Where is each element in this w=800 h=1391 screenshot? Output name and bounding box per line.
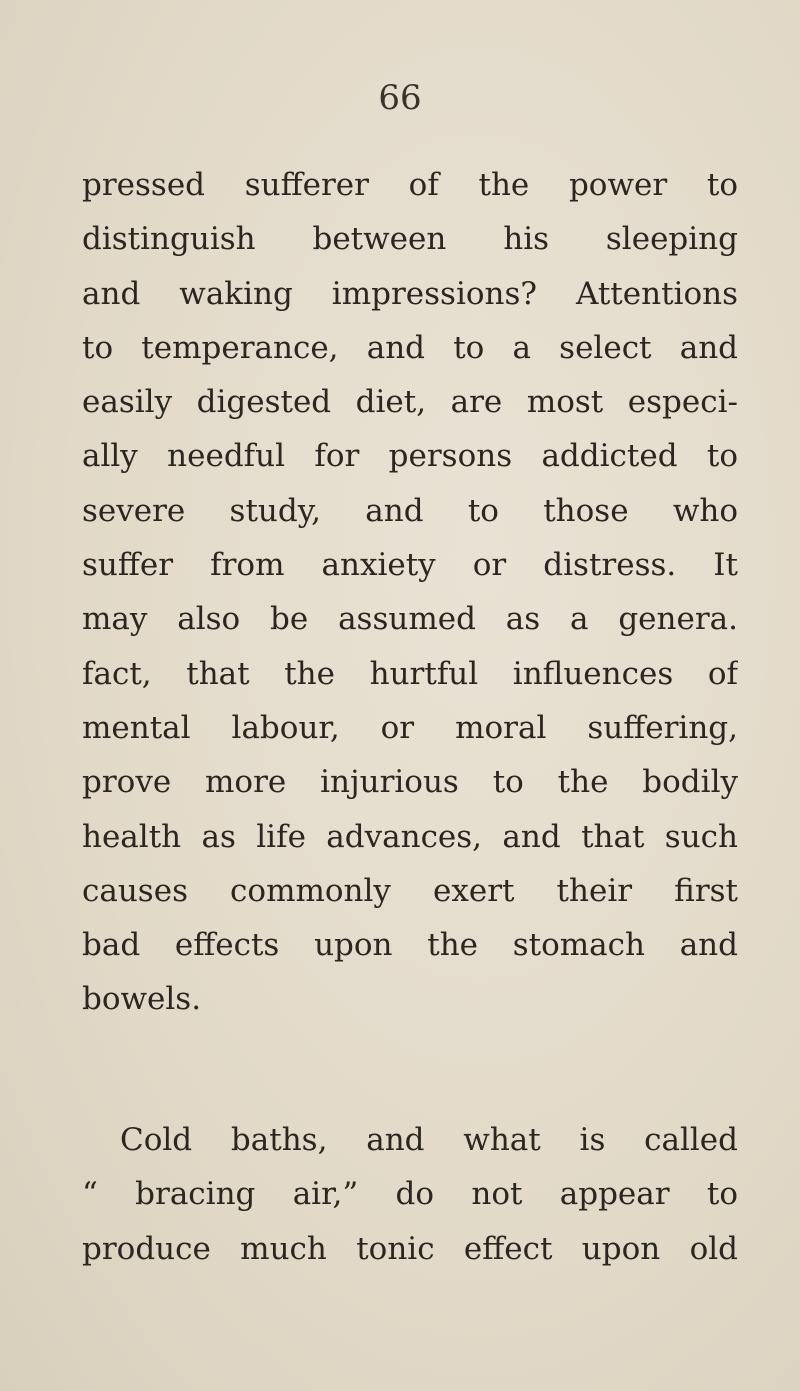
text-line: bad effects upon the stomach and bbox=[82, 927, 738, 964]
text-line: suffer from anxiety or distress. It bbox=[82, 547, 738, 584]
text-line: Cold baths, and what is called bbox=[120, 1122, 738, 1158]
text-line: to temperance, and to a select and bbox=[82, 329, 738, 366]
text-line: causes commonly exert their first bbox=[82, 872, 738, 909]
text-line: easily digested diet, are most especi- bbox=[82, 384, 738, 421]
text-line: distinguish between his sleeping bbox=[82, 221, 738, 258]
text-line: prove more injurious to the bodily bbox=[82, 764, 738, 801]
text-line: bowels. bbox=[82, 981, 202, 1018]
text-line: mental labour, or moral suffering, bbox=[82, 709, 738, 746]
paragraph-2 bbox=[82, 1113, 738, 1276]
text-line: health as life advances, and that such bbox=[82, 818, 738, 855]
text-line: “ bracing air,” do not appear to bbox=[82, 1176, 738, 1213]
text-line: fact, that the hurtful influences of bbox=[82, 655, 738, 692]
paragraph-1 bbox=[82, 158, 738, 1027]
text-line: and waking impressions? Attentions bbox=[82, 275, 738, 312]
text-line: ally needful for persons addicted to bbox=[82, 438, 738, 475]
text-line: severe study, and to those who bbox=[82, 492, 738, 529]
text-line: produce much tonic effect upon old bbox=[82, 1230, 738, 1267]
text-line: pressed sufferer of the power to bbox=[82, 167, 738, 203]
page-number: 66 bbox=[378, 78, 422, 118]
text-line: may also be assumed as a genera. bbox=[82, 601, 738, 638]
